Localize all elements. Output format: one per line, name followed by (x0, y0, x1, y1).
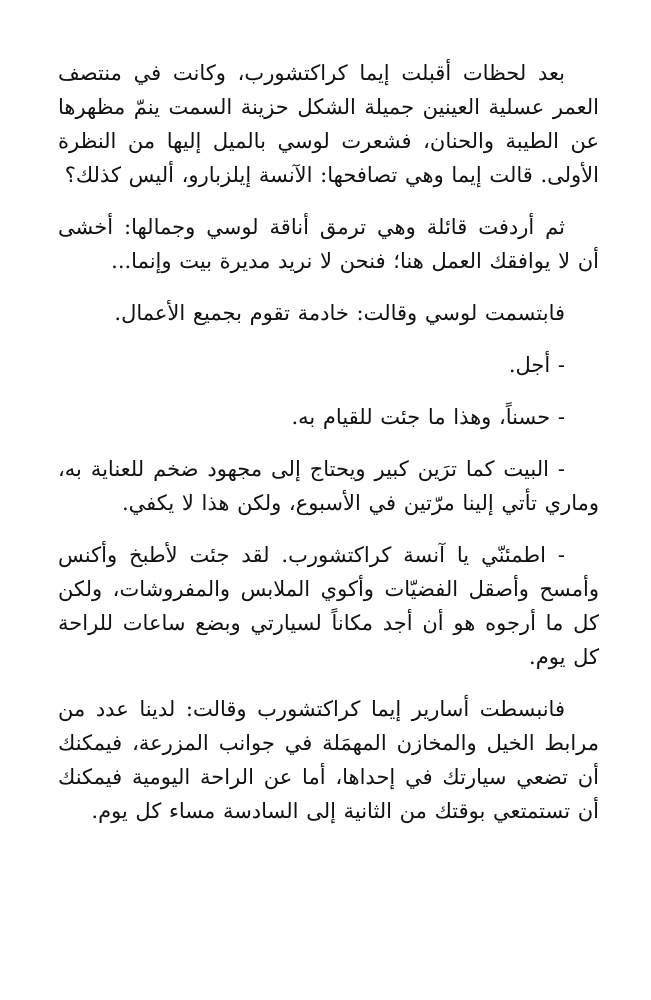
paragraph-8: فانبسطت أسارير إيما كراكتشورب وقالت: لدينا عدد من مرابط الخيل والمخازن المهمَلة في جوانب المزرعة، فيمكنك أن تضعي سيارتك في إحداها، أما عن الراحة اليومية فيمكنك أن تستمتعي بوقتك من الثانية إلى السادسة مساء كل يوم. (58, 697, 599, 823)
paragraph-2: ثم أردفت قائلة وهي ترمق أناقة لوسي وجمالها: أخشى أن لا يوافقك العمل هنا؛ فنحن لا نريد مديرة بيت وإنما... (58, 215, 599, 273)
paragraph-5: - حسناً، وهذا ما جئت للقيام به. (291, 405, 565, 429)
document-page (58, 56, 599, 980)
paragraph-7: - اطمئنّي يا آنسة كراكتشورب. لقد جئت لأطبخ وأكنس وأمسح وأصقل الفضيّات وأكوي الملابس والمفروشات، ولكن كل ما أرجوه هو أن أجد مكاناً لسيارتي وبضع ساعات للراحة كل يوم. (58, 543, 599, 669)
paragraph-1: بعد لحظات أقبلت إيما كراكتشورب، وكانت في منتصف العمر عسلية العينين جميلة الشكل حزينة السمت ينمّ مظهرها عن الطيبة والحنان، فشعرت لوسي بالميل إليها من النظرة الأولى. قالت إيما وهي تصافحها: الآنسة إيلزبارو، أليس كذلك؟ (58, 61, 599, 187)
paragraph-3: فابتسمت لوسي وقالت: خادمة تقوم بجميع الأعمال. (114, 301, 565, 325)
paragraph-6: - البيت كما ترَين كبير ويحتاج إلى مجهود ضخم للعناية به، وماري تأتي إلينا مرّتين في الأسبوع، ولكن هذا لا يكفي. (58, 457, 599, 515)
paragraph-4: - أجل. (508, 353, 565, 377)
